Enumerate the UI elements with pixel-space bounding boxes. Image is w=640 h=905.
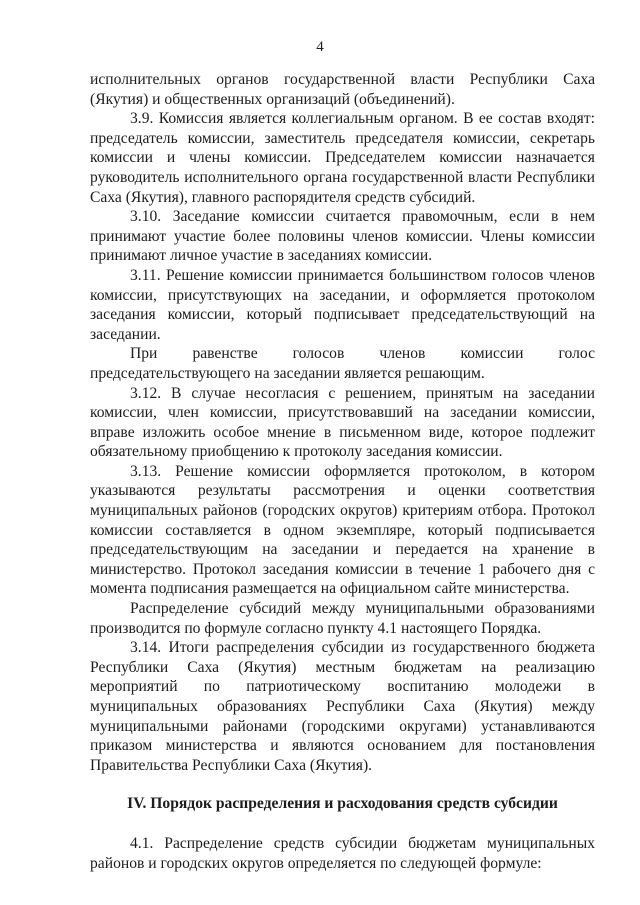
paragraph-3-12: 3.12. В случае несогласия с решением, принятым на заседании комиссии, член комиссии, присутствовавший на заседании комиссии, вправе изложить особое мнение в письменном виде, которое подлежит обязательному приобщению к протоколу заседания комиссии.	[90, 384, 595, 461]
page-number: 4	[316, 39, 324, 55]
paragraph-4-1: 4.1. Распределение средств субсидии бюджетам муниципальных районов и городских округов определяется по следующей формуле:	[90, 834, 595, 872]
paragraph-3-9: 3.9. Комиссия является коллегиальным органом. В ее состав входят: председатель комиссии, заместитель председателя комиссии, секретарь комиссии и члены комиссии. Председателем комиссии назначается руководитель исполнительного органа государственной власти Республики Саха (Якутия), главного распорядителя средств субсидий.	[90, 110, 595, 206]
paragraph-3-11: 3.11. Решение комиссии принимается большинством голосов членов комиссии, присутствующих на заседании, и оформляется протоколом заседания комиссии, который подписывает председательствующий на заседании.	[90, 266, 595, 343]
paragraph-3-14: 3.14. Итоги распределения субсидии из государственного бюджета Республики Саха (Якутия) местным бюджетам на реализацию мероприятий по патриотическому воспитанию молодежи в муниципальных образованиях Республики Саха (Якутия) между муниципальными районами (городскими округами) устанавливаются приказом министерства и являются основанием для постановления Правительства Республики Саха (Якутия).	[90, 639, 595, 774]
paragraph-3-11-tie-vote: При равенстве голосов членов комиссии голос председательствующего на заседании является решающим.	[90, 345, 595, 382]
document-body	[90, 70, 595, 873]
paragraph-3-10: 3.10. Заседание комиссии считается правомочным, если в нем принимают участие более половины членов комиссии. Члены комиссии принимают личное участие в заседаниях комиссии.	[90, 208, 595, 265]
paragraph-continuation: исполнительных органов государственной власти Республики Саха (Якутия) и общественных организаций (объединений).	[90, 71, 595, 108]
section-heading: IV. Порядок распределения и расходования средств субсидии	[127, 795, 558, 813]
paragraph-3-13: 3.13. Решение комиссии оформляется протоколом, в котором указываются результаты рассмотрения и оценки соответствия муниципальных районов (городских округов) критериям отбора. Протокол комиссии составляется в одном экземпляре, который подписывается председательствующим на заседании и передается на хранение в министерство. Протокол заседания комиссии в течение 1 рабочего дня с момента подписания размещается на официальном сайте министерства.	[90, 462, 595, 598]
paragraph-3-13-distribution: Распределение субсидий между муниципальными образованиями производится по формуле согласно пункту 4.1 настоящего Порядка.	[90, 600, 595, 637]
